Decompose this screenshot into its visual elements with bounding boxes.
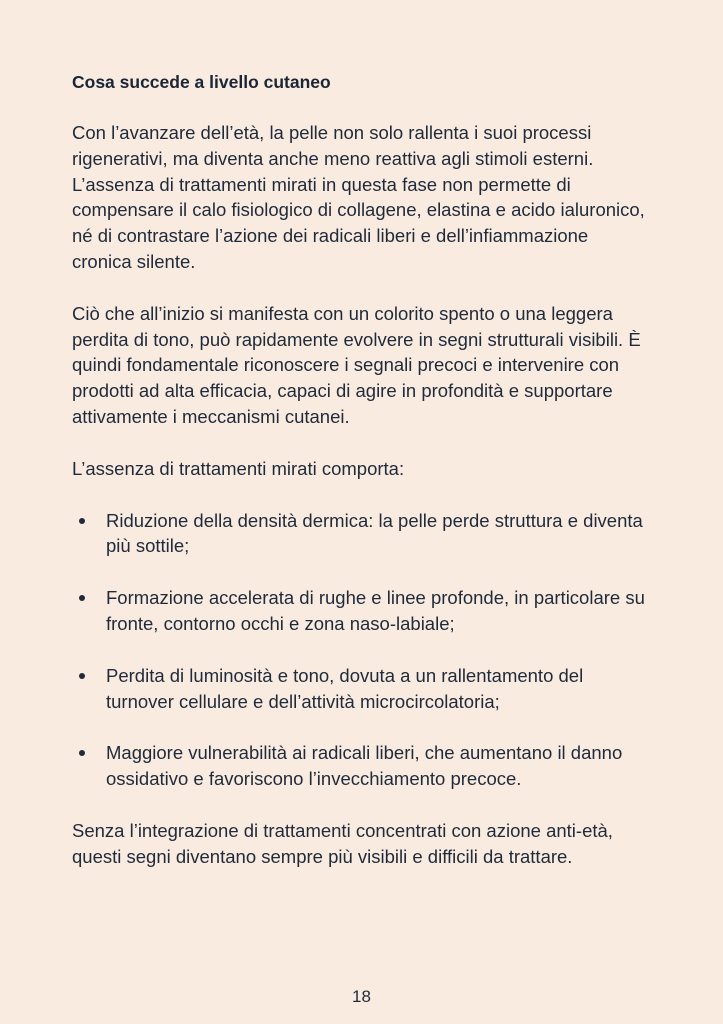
bullet-dot-icon [79, 518, 85, 524]
list-item [72, 585, 652, 637]
list-item [72, 508, 652, 560]
paragraph-intro: Con l’avanzare dell’età, la pelle non solo rallenta i suoi processi rigenerativi, ma diventa anche meno reattiva agli stimoli esterni. L’assenza di trattamenti mirati in questa fase non permette di compensare il calo fisiologico di collagene, elastina e acido ialuronico, né di contrastare l’azione dei radicali liberi e dell’infiammazione cronica silente. [72, 122, 645, 272]
list-item [72, 663, 652, 715]
bullet-list [72, 508, 652, 792]
list-item-text: Perdita di luminosità e tono, dovuta a un rallentamento del turnover cellulare e dell’attività microcircolatoria; [106, 664, 584, 712]
list-item-text: Formazione accelerata di rughe e linee profonde, in particolare su fronte, contorno occhi e zona naso-labiale; [106, 587, 645, 634]
list-item-text: Riduzione della densità dermica: la pelle perde struttura e diventa più sottile; [106, 509, 643, 557]
paragraph-list-intro: L’assenza di trattamenti mirati comporta: [72, 457, 405, 479]
bullet-dot-icon [79, 595, 85, 601]
bullet-dot-icon [79, 750, 85, 756]
paragraph-signs: Ciò che all’inizio si manifesta con un colorito spento o una leggera perdita di tono, può rapidamente evolvere in segni strutturali visibili. È quindi fondamentale riconoscere i segnali precoci e intervenire con prodotti ad alta efficacia, capaci di agire in profondità e supportare attivamente i meccanismi cutanei. [72, 302, 641, 427]
page-number: 18 [352, 987, 371, 1006]
bullet-dot-icon [79, 673, 85, 679]
paragraph-closing: Senza l’integrazione di trattamenti concentrati con azione anti-età, questi segni diventano sempre più visibili e difficili da trattare. [72, 819, 613, 867]
list-item-text: Maggiore vulnerabilità ai radicali liberi, che aumentano il danno ossidativo e favoriscono l’invecchiamento precoce. [106, 742, 623, 790]
page-content [72, 68, 652, 896]
list-item [72, 740, 652, 792]
section-heading: Cosa succede a livello cutaneo [72, 72, 331, 92]
